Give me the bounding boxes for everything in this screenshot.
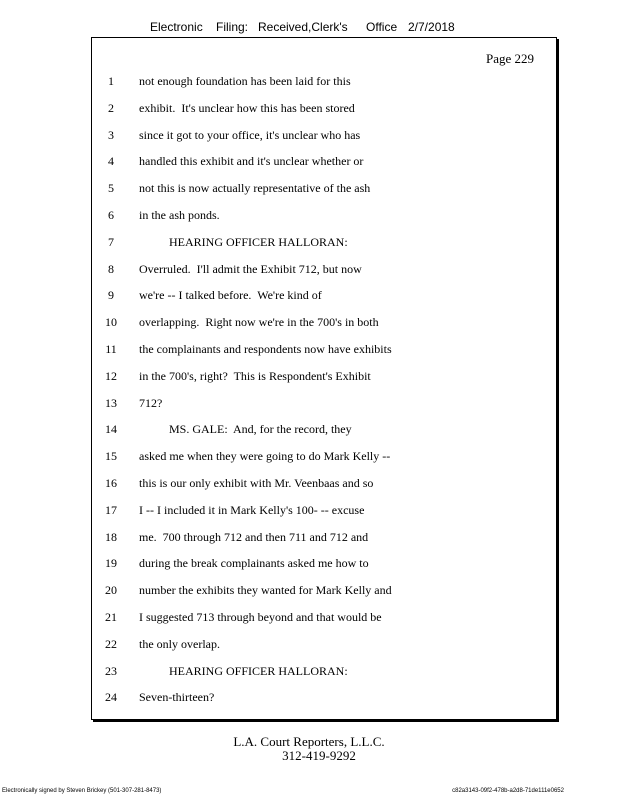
line-text: in the ash ponds.	[139, 208, 220, 222]
line-number: 8	[108, 261, 114, 276]
transcript-line	[92, 369, 558, 389]
transcript-line	[92, 101, 558, 121]
line-number: 6	[108, 208, 114, 222]
line-number: 24	[105, 690, 117, 705]
line-text: number the exhibits they wanted for Mark Kelly and	[139, 583, 392, 598]
line-text: not enough foundation has been laid for this	[139, 74, 351, 88]
transcript-line	[92, 154, 558, 174]
transcript-line	[92, 74, 558, 94]
line-number: 9	[108, 288, 114, 303]
line-number: 18	[105, 529, 117, 544]
line-text: exhibit. It's unclear how this has been stored	[139, 100, 355, 115]
transcript-line	[92, 476, 558, 496]
transcript-line	[92, 449, 558, 469]
line-number: 2	[108, 100, 114, 115]
line-text: in the 700's, right? This is Respondent's Exhibit	[139, 368, 371, 383]
line-text: Overruled. I'll admit the Exhibit 712, but now	[139, 261, 362, 276]
footer-company: L.A. Court Reporters, L.L.C.	[233, 734, 385, 749]
line-number: 23	[105, 663, 117, 678]
line-number: 17	[105, 502, 117, 517]
line-text: this is our only exhibit with Mr. Veenbaas and so	[139, 476, 374, 490]
transcript-page	[91, 37, 557, 720]
filing-header	[0, 20, 618, 38]
line-text: Seven-thirteen?	[139, 690, 215, 705]
line-number: 7	[108, 234, 114, 249]
transcript-line	[92, 556, 558, 576]
line-text: me. 700 through 712 and then 711 and 712 and	[139, 529, 369, 544]
line-number: 10	[105, 315, 117, 330]
line-text: asked me when they were going to do Mark Kelly --	[139, 449, 391, 464]
transcript-line	[92, 530, 558, 550]
transcript-line	[92, 128, 558, 148]
line-number: 1	[108, 74, 114, 88]
transcript-line	[92, 690, 558, 710]
page-number: Page 229	[485, 51, 534, 66]
line-text: handled this exhibit and it's unclear whether or	[139, 154, 364, 169]
transcript-line	[92, 637, 558, 657]
line-text: overlapping. Right now we're in the 700's in both	[139, 315, 379, 330]
line-text: HEARING OFFICER HALLORAN:	[139, 234, 348, 249]
line-number: 12	[105, 368, 117, 383]
header-filing: Filing:	[216, 20, 249, 34]
transcript-line	[92, 583, 558, 603]
transcript-line	[92, 181, 558, 201]
transcript-line	[92, 396, 558, 416]
line-number: 16	[105, 476, 117, 490]
header-date: 2/7/2018	[408, 20, 455, 34]
line-text: we're -- I talked before. We're kind of	[139, 288, 322, 303]
header-office: Office	[366, 20, 398, 34]
line-number: 14	[105, 422, 117, 437]
transcript-line	[92, 503, 558, 523]
line-text: I -- I included it in Mark Kelly's 100- -- excuse	[139, 502, 365, 517]
line-number: 20	[105, 583, 117, 598]
line-number: 19	[105, 556, 117, 571]
signature-right: c82a3143-09f2-478b-a2d8-71de111e0652	[452, 788, 564, 794]
line-number: 4	[108, 154, 114, 169]
transcript-line	[92, 664, 558, 684]
line-text: the complainants and respondents now have exhibits	[139, 342, 392, 356]
transcript-line	[92, 235, 558, 255]
line-number: 21	[105, 610, 117, 624]
line-text: HEARING OFFICER HALLORAN:	[139, 663, 348, 678]
line-text: since it got to your office, it's unclear who has	[139, 127, 361, 142]
line-text: the only overlap.	[139, 636, 220, 651]
signature-left: Electronically signed by Steven Brickey (501-307-281-8473)	[2, 788, 162, 794]
transcript-line	[92, 262, 558, 282]
transcript-line	[92, 422, 558, 442]
line-number: 22	[105, 636, 117, 651]
line-number: 11	[105, 342, 117, 356]
line-number: 15	[105, 449, 117, 464]
line-text: 712?	[139, 395, 163, 410]
line-text: during the break complainants asked me how to	[139, 556, 369, 571]
footer-phone: 312-419-9292	[282, 748, 356, 763]
transcript-line	[92, 288, 558, 308]
transcript-line	[92, 208, 558, 228]
line-text: MS. GALE: And, for the record, they	[139, 422, 352, 437]
line-text: I suggested 713 through beyond and that would be	[139, 610, 382, 624]
transcript-line	[92, 610, 558, 630]
line-number: 3	[108, 127, 114, 142]
transcript-line	[92, 342, 558, 362]
line-number: 13	[105, 395, 117, 410]
header-received: Received,Clerk's	[258, 20, 348, 34]
transcript-line	[92, 315, 558, 335]
line-text: not this is now actually representative of the ash	[139, 181, 371, 196]
header-electronic: Electronic	[150, 20, 203, 34]
line-number: 5	[108, 181, 114, 196]
